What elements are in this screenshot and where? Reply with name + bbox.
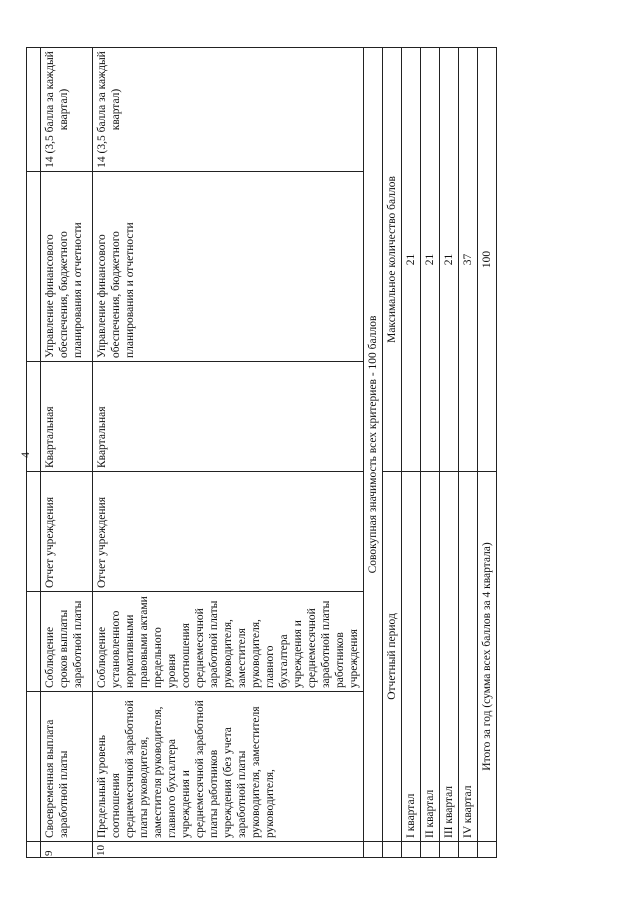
page-number: 4 [18,452,32,458]
summary-row [402,48,421,858]
summary-period: IV квартал [459,472,478,842]
criteria-table [26,47,497,858]
summary-period: III квартал [440,472,459,842]
criterion-cell: Своевременная выплата заработной платы [41,692,93,842]
total-title: Совокупная значимость всех критериев - 100 баллов [364,48,383,842]
row-number: 9 [41,842,93,858]
summary-row [421,48,440,858]
summary-max: 37 [459,48,478,472]
summary-period: II квартал [421,472,440,842]
period-cell: Квартальная [41,362,93,472]
rotated-content [18,38,562,858]
summary-period: I квартал [402,472,421,842]
summary-row [459,48,478,858]
summary-max: 21 [440,48,459,472]
period-cell: Квартальная [93,362,364,472]
responsible-cell: Управление финансового обеспечения, бюджетного планирования и отчетности [41,172,93,362]
summary-max-header: Максимальное количество баллов [383,48,402,472]
row-number: 10 [93,842,364,858]
points-cell: 14 (3,5 балла за каждый квартал) [41,48,93,172]
summary-max: 100 [478,48,497,472]
summary-max: 21 [402,48,421,472]
summary-row [440,48,459,858]
total-title-row [364,48,383,858]
summary-header-row [383,48,402,858]
table-row [93,48,364,858]
condition-cell: Соблюдение сроков выплаты заработной платы [41,592,93,692]
summary-period-header: Отчетный период [383,472,402,842]
source-cell: Отчет учреждения [93,472,364,592]
summary-max: 21 [421,48,440,472]
table-row [41,48,93,858]
condition-cell: Соблюдение установленного нормативными правовыми актами предельного уровня соотношения среднемесячной заработной платы руководителя, заместителя руководителя, главного бухгалтера учреждения и среднемесячной заработной платы работников учреждения [93,592,364,692]
summary-period: Итого за год (сумма всех баллов за 4 квартала) [478,472,497,842]
summary-row [478,48,497,858]
responsible-cell: Управление финансового обеспечения, бюджетного планирования и отчетности [93,172,364,362]
criterion-cell: Предельный уровень соотношения среднемесячной заработной платы руководителя, заместителя руководителя, главного бухгалтера учреждения и среднемесячной заработной платы работников учреждения (без учета заработной платы руководителя, заместителя руководителя, [93,692,364,842]
source-cell: Отчет учреждения [41,472,93,592]
points-cell: 14 (3,5 балла за каждый квартал) [93,48,364,172]
